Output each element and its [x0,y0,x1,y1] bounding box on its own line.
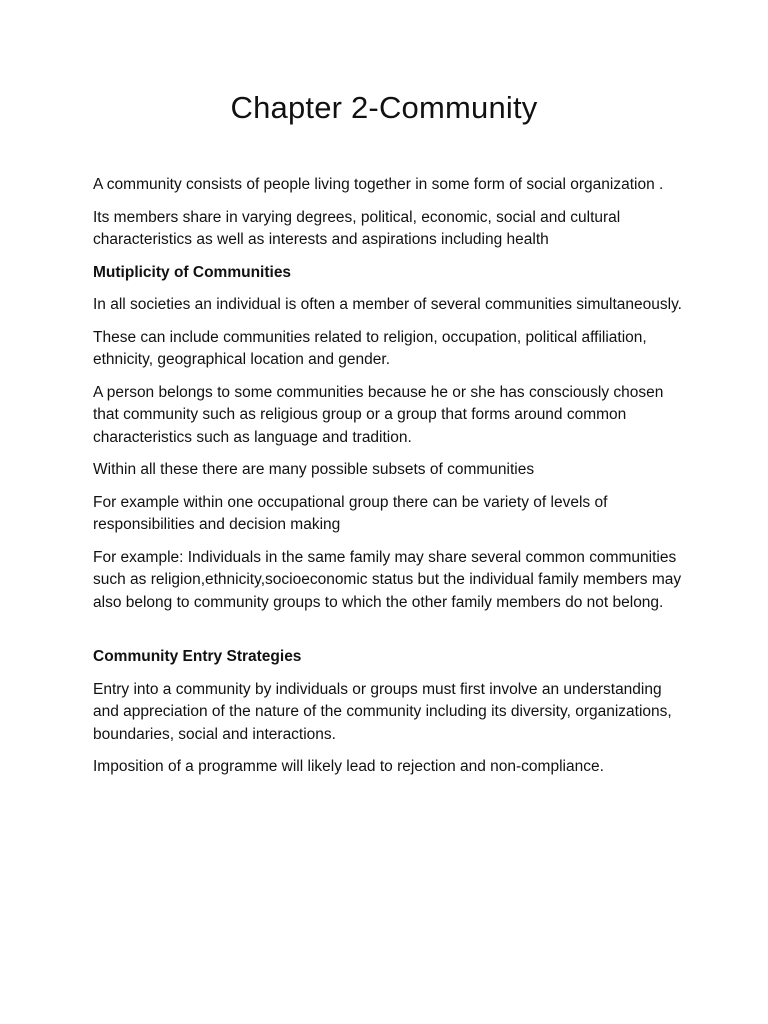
paragraph: In all societies an individual is often a member of several communities simultaneously. [93,296,682,313]
paragraph: A person belongs to some communities because he or she has consciously chosen that community such as religious group or a group that forms around common characteristics such as language and tradition. [93,383,664,446]
paragraph: Imposition of a programme will likely lead to rejection and non-compliance. [93,758,604,775]
blank-line [93,624,683,646]
paragraph: A community consists of people living together in some form of social organization . [93,176,664,193]
chapter-title: Chapter 2-Community [230,90,538,125]
paragraph: Its members share in varying degrees, political, economic, social and cultural characteristics as well as interests and aspirations including health [93,208,621,248]
document-body [93,174,683,789]
paragraph: For example within one occupational group there can be variety of levels of responsibilities and decision making [93,493,608,533]
paragraph: Within all these there are many possible subsets of communities [93,461,535,478]
section-heading-entry-strategies: Community Entry Strategies [93,648,302,665]
section-heading-multiplicity: Mutiplicity of Communities [93,263,292,281]
paragraph: These can include communities related to religion, occupation, political affiliation, ethnicity, geographical location and gender. [93,328,647,368]
paragraph: For example: Individuals in the same family may share several common communities such as religion,ethnicity,socioeconomic status but the individual family members may also belong to community groups to which the other family members do not belong. [93,548,682,611]
paragraph: Entry into a community by individuals or groups must first involve an understanding and appreciation of the nature of the community including its diversity, organizations, boundaries, social and interactions. [93,680,672,743]
